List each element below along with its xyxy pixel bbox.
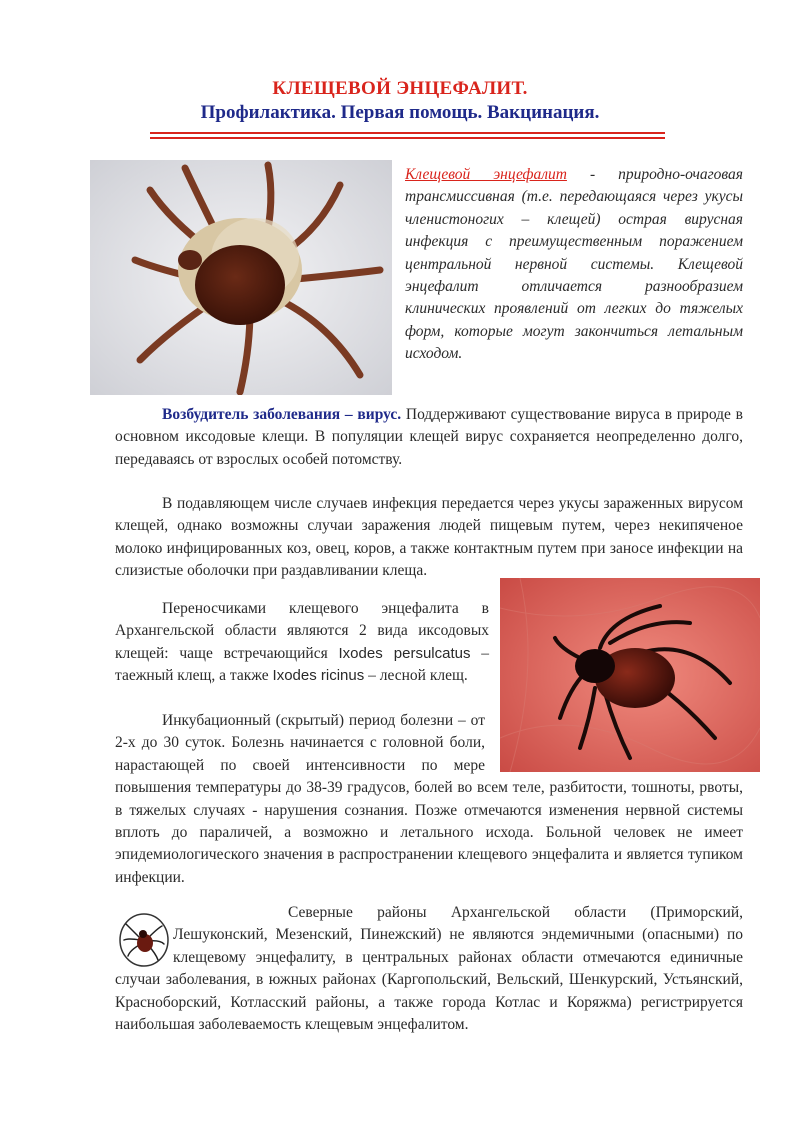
tick-photo-white	[90, 160, 392, 395]
paragraph-transmission: В подавляющем числе случаев инфекция передается через укусы зараженных вирусом клещей, однако возможны случаи заражения людей пищевым путем, через некипяченое молоко инфицированных коз, овец, коров, а также контактным путем при заносе инфекции на слизистые оболочки при раздавливании клеща.	[115, 495, 743, 580]
paragraph-incubation	[115, 710, 743, 889]
definition-text: - природно-очаговая трансмиссивная (т.е. передающаяся через укусы членистоногих – клещей) острая вирусная инфекция с преимущественным поражением центральной нервной системы. Клещевой энцефалит отличается разнообразием клинических проявлений от легких до тяжелых форм, которые могут закончиться летальным исходом.	[405, 166, 743, 363]
tick-on-white-image	[90, 160, 392, 395]
paragraph-carriers	[115, 598, 489, 688]
title-divider-top	[150, 132, 665, 134]
page-title: КЛЕЩЕВОЙ ЭНЦЕФАЛИТ.	[272, 78, 528, 99]
regions-text: Северные районы Архангельской области (Приморский, Лешуконский, Мезенский, Пинежский) не являются эндемичными (опасными) по клещевому энцефалиту, в центральных районах области отмечаются единичные случаи заболевания, в южных районах (Каргопольский, Вельский, Шенкурский, Устьянский, Красноборский, Котласский районы, а также города Котлас и Коряжма) регистрируется наибольшая заболеваемость клещевым энцефалитом.	[115, 904, 743, 1034]
definition-term: Клещевой энцефалит	[405, 166, 567, 183]
definition-paragraph	[405, 164, 743, 366]
species-ricinus: Ixodes ricinus	[272, 667, 365, 685]
page-subtitle: Профилактика. Первая помощь. Вакцинация.	[200, 102, 600, 123]
carriers-intro: Переносчиками клещевого энцефалита в Архангельской области являются 2 вида иксодовых клещей: чаще встречающийся	[115, 600, 489, 662]
paragraph-regions	[115, 902, 743, 1036]
carriers-mid: – таежный клещ, а также	[115, 644, 490, 685]
species-persulcatus: Ixodes persulcatus	[338, 644, 471, 662]
pathogen-text: Поддерживают существование вируса в природе в основном иксодовые клещи. В популяции клещей вирус сохраняется неопределенно долго, передаваясь от взрослых особей потомству.	[115, 406, 743, 468]
carriers-end: – лесной клещ.	[364, 667, 468, 685]
incubation-text: Инкубационный (скрытый) период болезни – от 2-х до 30 суток. Болезнь начинается с головной боли, нарастающей по своей интенсивности по мере повышения температуры до 38-39 градусов, болей во всем теле, разбитости, тошноты, рвоты, в тяжелых случаях - нарушения сознания. Позже отмечаются изменения нервной системы вплоть до параличей, а возможно и летального исхода. Больной человек не имеет эпидемиологического значения в распространении клещевого энцефалита и является тупиком инфекции.	[115, 712, 743, 886]
paragraph-pathogen	[115, 404, 743, 471]
pathogen-lead: Возбудитель заболевания – вирус.	[162, 406, 402, 423]
title-divider-bottom	[150, 137, 665, 139]
